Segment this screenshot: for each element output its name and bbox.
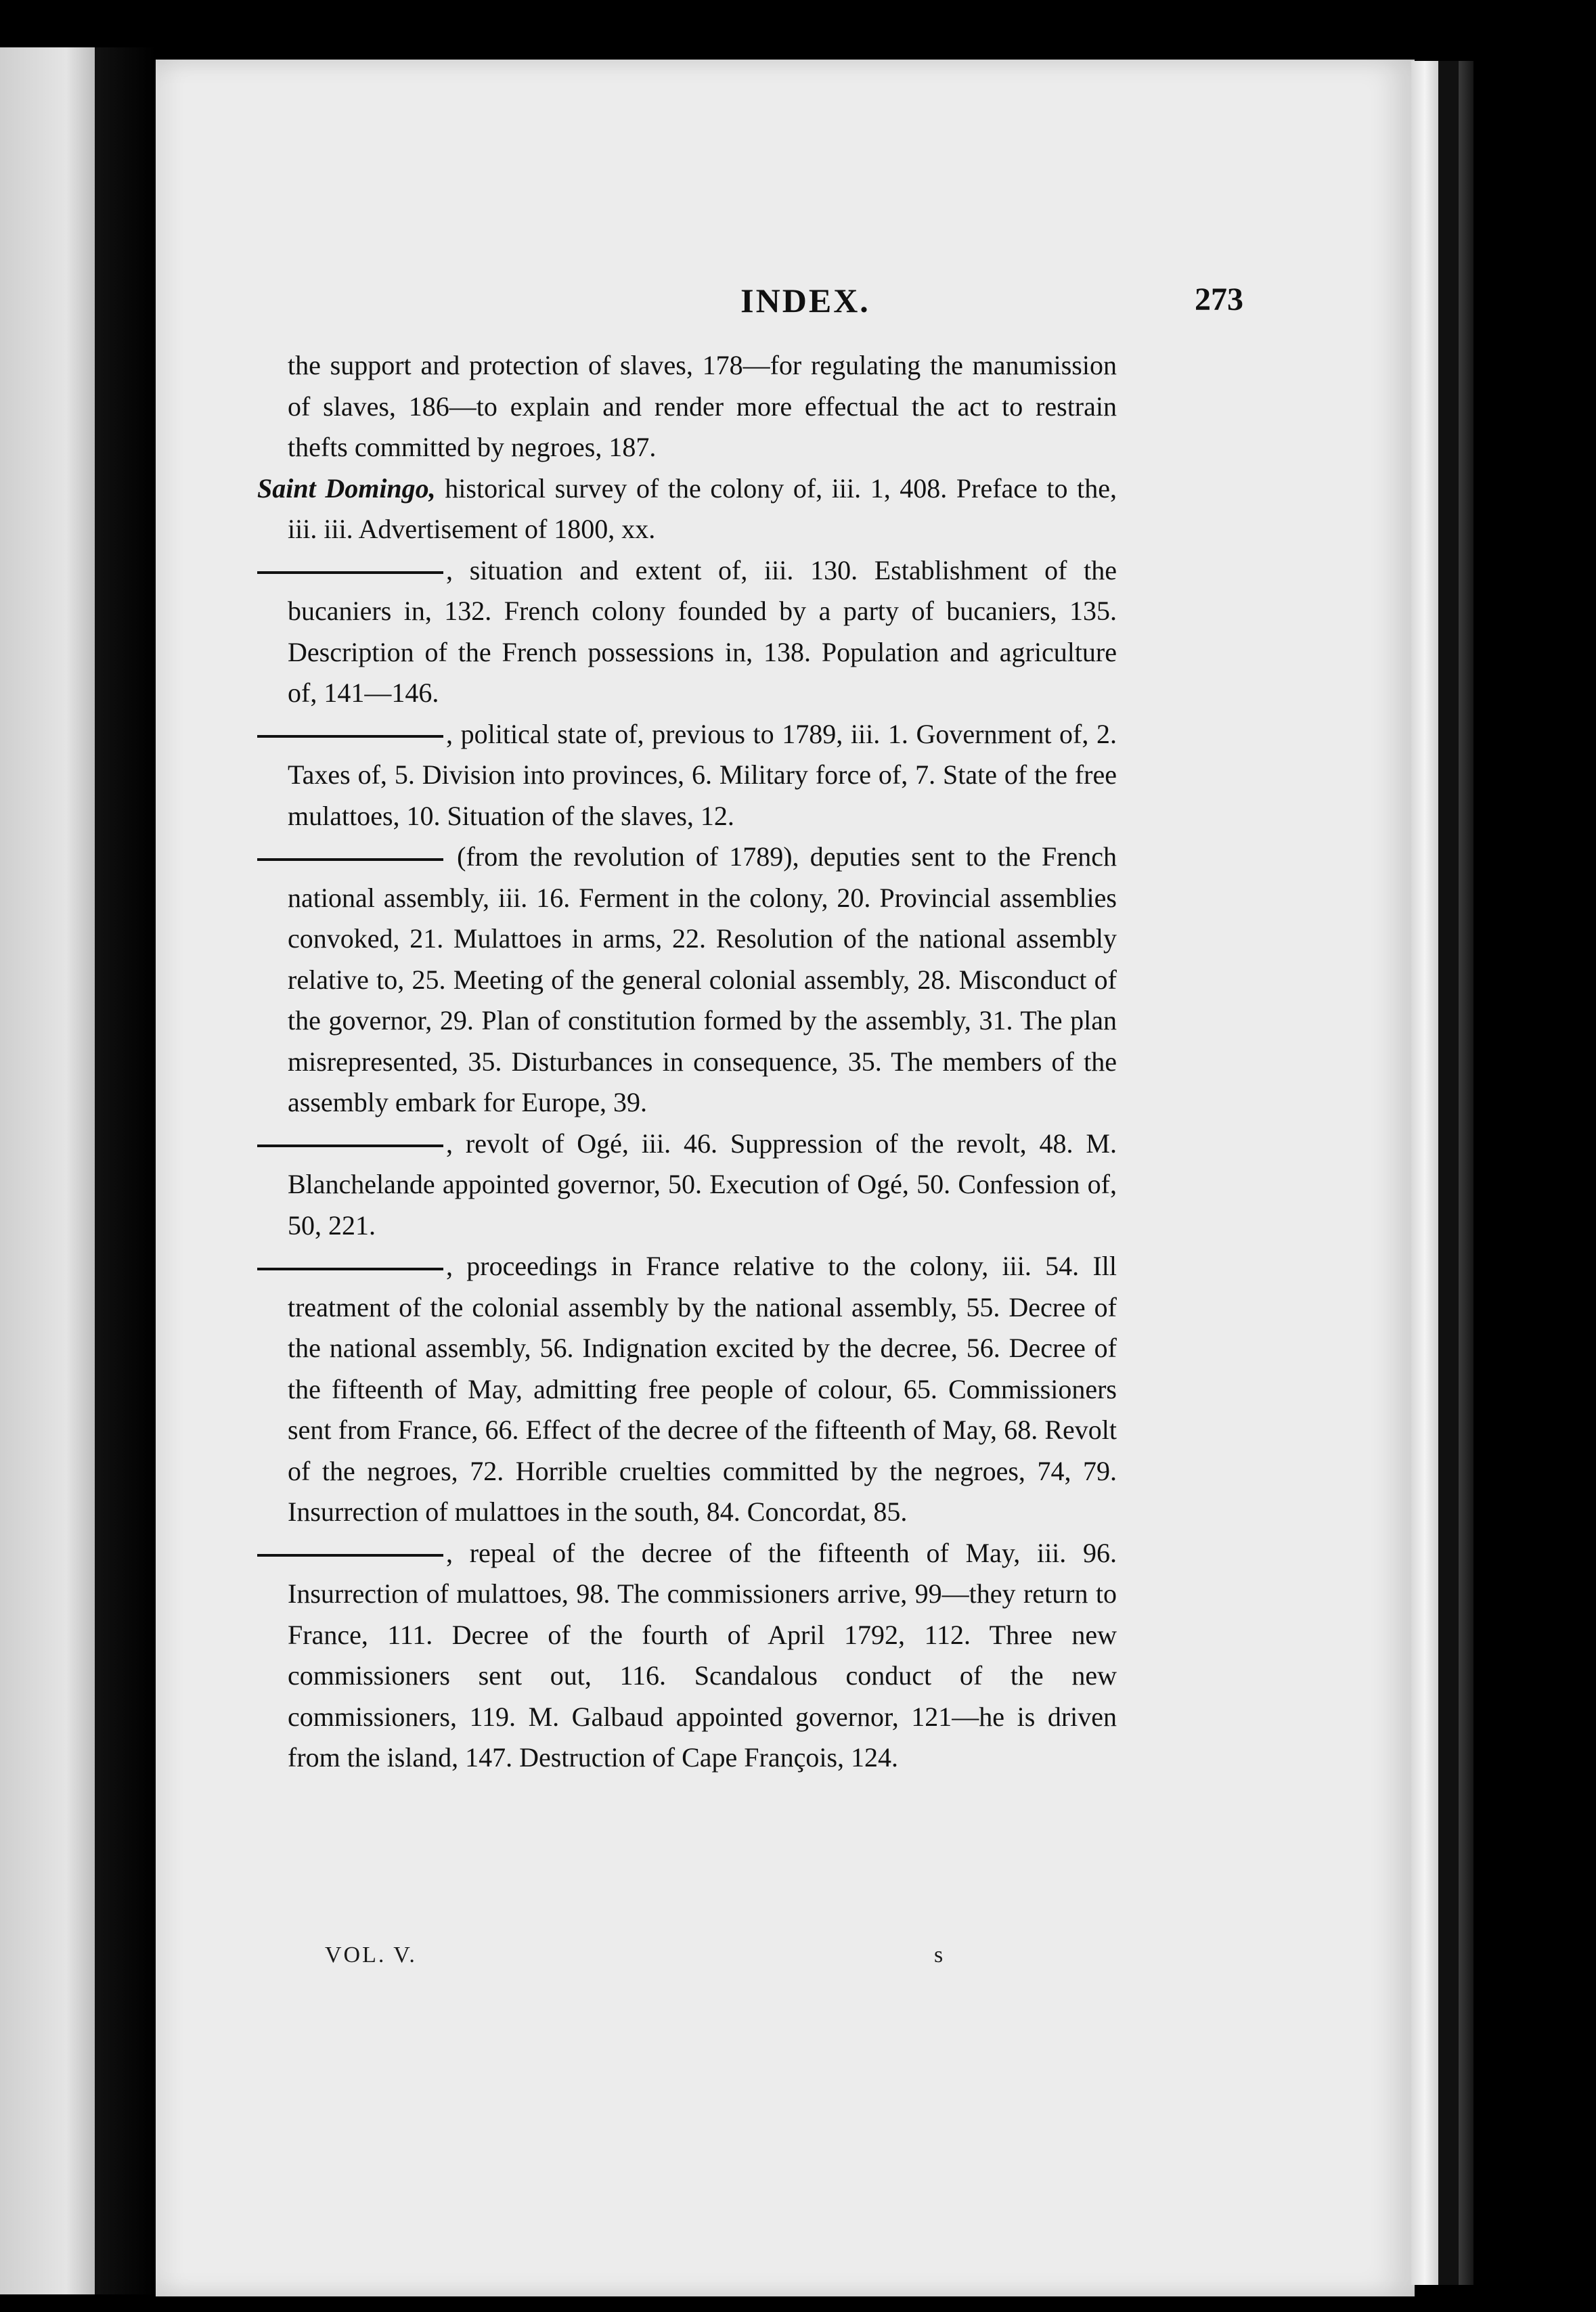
ditto-rule [257,858,443,861]
signature-mark: s [934,1942,944,1968]
index-entry [257,345,1117,468]
gutter-shadow [95,47,156,2294]
entry-text: , repeal of the decree of the fifteenth of May, iii. 96. Insurrection of mulattoes, 98. The commissioners arrive, 99—they return to France, 111. Decree of the fourth of April 1792, 112. Three new commissioners sent out, 116. Scandalous conduct of the new commissioners, 119. M. Galbaud appointed governor, 121—he is driven from the island, 147. Destruction of Cape François, 124. [288,1537,1117,1773]
page-footer [325,1942,1205,1983]
index-entry [257,714,1117,837]
ditto-rule [257,1268,443,1270]
book-cover-edge [1459,61,1473,2285]
index-entry [257,1124,1117,1247]
entry-text: , political state of, previous to 1789, iii. 1. Government of, 2. Taxes of, 5. Division into provinces, 6. Military force of, 7. State of the free mulattoes, 10. Situation of the slaves, 12. [288,718,1117,831]
entry-text: the support and protection of slaves, 178—for regulating the manumission of slaves, 186—to explain and render more effectual the act to restrain thefts committed by negroes, 187. [288,350,1117,462]
background-right [1473,61,1596,2285]
ditto-rule [257,571,443,574]
entry-text: , situation and extent of, iii. 130. Establishment of the bucaniers in, 132. French colony founded by a party of bucaniers, 135. Description of the French possessions in, 138. Population and agriculture of, 141—146. [288,554,1117,708]
index-entry [257,837,1117,1124]
page-header [156,281,1415,328]
ditto-rule [257,1554,443,1557]
page-number: 273 [1195,282,1243,317]
entry-text: , revolt of Ogé, iii. 46. Suppression of the revolt, 48. M. Blanchelande appointed governor, 50. Execution of Ogé, 50. Confession of, 50, 221. [288,1128,1117,1241]
index-entry [257,550,1117,714]
facing-page-edge [0,47,95,2294]
volume-mark: VOL. V. [325,1942,417,1968]
entry-heading: Saint Domingo, [257,472,436,504]
running-head: INDEX. [740,282,870,319]
ditto-rule [257,735,443,738]
entry-text: , proceedings in France relative to the colony, iii. 54. Ill treatment of the colonial assembly by the national assembly, 55. Decree of the national assembly, 56. Indignation excited by the decree, 56. Decree of the fifteenth of May, admitting free people of colour, 65. Commissioners sent from France, 66. Effect of the decree of the fifteenth of May, 68. Revolt of the negroes, 72. Horrible cruelties committed by the negroes, 74, 79. Insurrection of mulattoes in the south, 84. Concordat, 85. [288,1251,1117,1527]
page-edge-stack [1411,61,1438,2285]
ditto-rule [257,1144,443,1147]
page-edge-dark [1438,61,1459,2285]
entry-text: (from the revolution of 1789), deputies sent to the French national assembly, iii. 16. Ferment in the colony, 20. Provincial assemblies convoked, 21. Mulattoes in arms, 22. Resolution of the national assembly relative to, 25. Meeting of the general colonial assembly, 28. Misconduct of the governor, 29. Plan of constitution formed by the assembly, 31. The plan misrepresented, 35. Disturbances in consequence, 35. The members of the assembly embark for Europe, 39. [288,841,1117,1117]
index-entry [257,468,1117,550]
index-entry [257,1533,1117,1779]
entry-text: historical survey of the colony of, iii. 1, 408. Preface to the, iii. iii. Advertisement of 1800, xx. [288,472,1117,544]
index-body [257,345,1117,1779]
index-entry [257,1246,1117,1533]
